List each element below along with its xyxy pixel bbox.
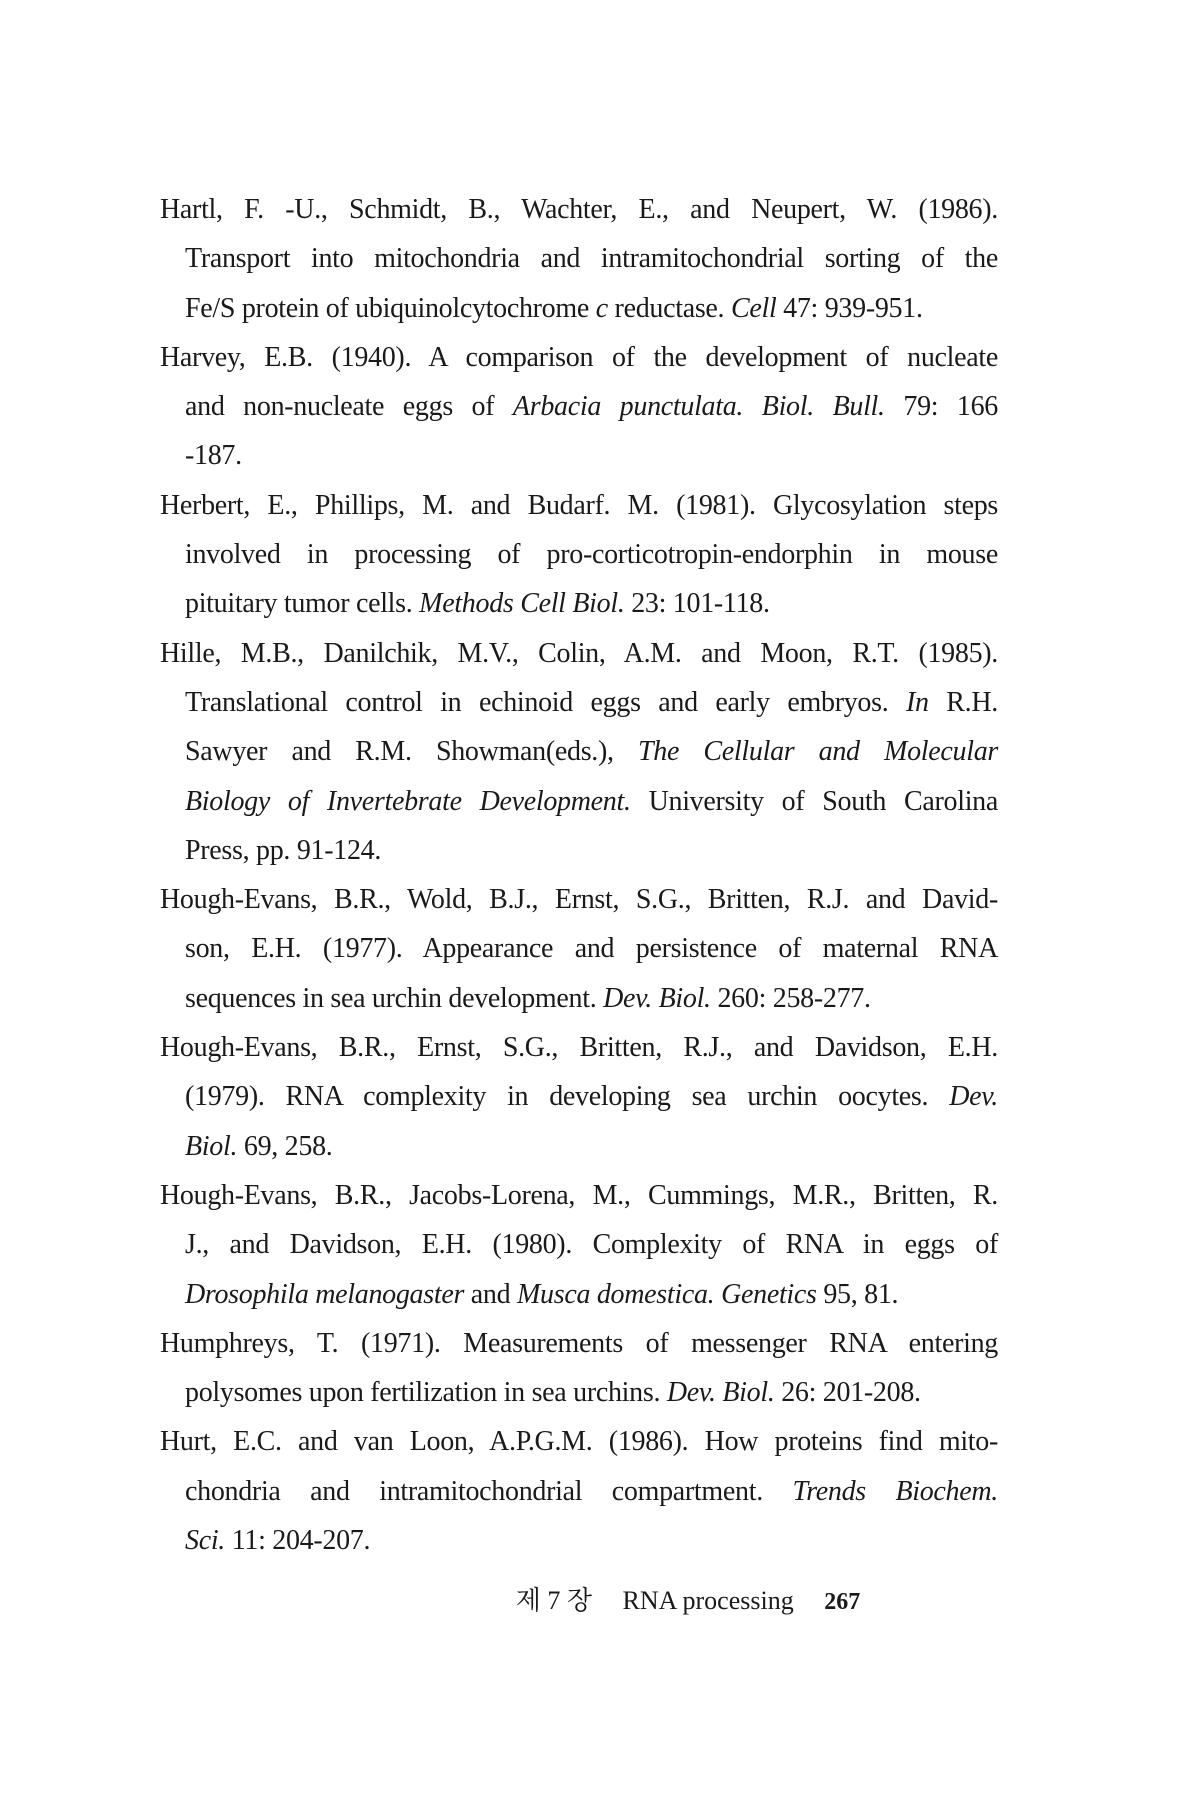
running-title: RNA processing	[622, 1586, 794, 1615]
text: polysomes upon fertilization in sea urchins.	[185, 1377, 667, 1409]
reference-entry	[160, 1417, 998, 1565]
reference-line	[160, 1319, 998, 1368]
italic-text: c	[595, 292, 608, 324]
reference-line	[160, 678, 998, 727]
text: Sawyer and R.M. Showman(eds.),	[185, 736, 639, 768]
reference-line	[160, 481, 998, 530]
reference-line	[160, 1122, 998, 1171]
reference-line	[160, 333, 998, 382]
italic-text: Arbacia punctulata. Biol. Bull.	[512, 391, 885, 423]
text: Hartl, F. -U., Schmidt, B., Wachter, E., and Neupert, W. (1986).	[160, 194, 998, 225]
reference-line	[160, 1171, 998, 1220]
text: 26: 201-208.	[774, 1377, 921, 1409]
text: Humphreys, T. (1971). Measurements of messenger RNA entering	[160, 1327, 998, 1359]
page-number: 267	[824, 1589, 861, 1615]
text: Transport into mitochondria and intramitochondrial sorting of the	[185, 243, 998, 275]
reference-entry	[160, 481, 998, 629]
text: pituitary tumor cells.	[185, 588, 420, 620]
text: Hough-Evans, B.R., Jacobs-Lorena, M., Cummings, M.R., Britten, R.	[160, 1179, 998, 1211]
text: 11: 204-207.	[225, 1525, 371, 1557]
italic-text: Biology of Invertebrate Development.	[185, 785, 631, 817]
reference-entry	[160, 629, 998, 875]
italic-text: Sci.	[185, 1525, 226, 1557]
text: Press, pp. 91-124.	[185, 834, 382, 866]
reference-entry	[160, 875, 998, 1023]
text: University of South Carolina	[630, 785, 998, 817]
reference-line	[160, 382, 998, 431]
text: R.H.	[928, 686, 998, 718]
reference-line	[160, 1368, 998, 1417]
text: Translational control in echinoid eggs and early embryos.	[185, 686, 906, 718]
reference-entry	[160, 1319, 998, 1418]
reference-line	[160, 431, 998, 480]
reference-line	[160, 284, 998, 333]
text: -187.	[185, 440, 242, 472]
text: 23: 101-118.	[624, 588, 770, 620]
text: reductase.	[607, 292, 731, 324]
italic-text: Dev. Biol.	[666, 1377, 775, 1409]
italic-text: Cell	[730, 292, 777, 324]
text: 260: 258-277.	[710, 982, 871, 1014]
reference-entry	[160, 185, 998, 333]
reference-line	[160, 1072, 998, 1121]
text: Fe/S protein of ubiquinolcytochrome	[185, 292, 596, 324]
reference-line	[160, 974, 998, 1023]
text: Herbert, E., Phillips, M. and Budarf. M. (1981). Glycosylation steps	[160, 489, 998, 521]
text: Hough-Evans, B.R., Wold, B.J., Ernst, S.G., Britten, R.J. and David-	[160, 884, 998, 916]
text: and	[464, 1278, 517, 1310]
italic-text: In	[905, 686, 929, 718]
reference-entry	[160, 333, 998, 481]
reference-line	[160, 185, 998, 234]
italic-text: Dev.	[949, 1081, 998, 1113]
reference-line	[160, 629, 998, 678]
reference-list	[160, 185, 998, 1565]
reference-line	[160, 1516, 998, 1565]
italic-text: Musca domestica. Genetics	[517, 1278, 817, 1310]
reference-entry	[160, 1023, 998, 1171]
text: Harvey, E.B. (1940). A comparison of the development of nucleate	[160, 341, 998, 373]
italic-text: Biol.	[185, 1130, 238, 1162]
reference-line	[160, 875, 998, 924]
reference-line	[160, 727, 998, 776]
reference-line	[160, 1467, 998, 1516]
reference-line	[160, 234, 998, 283]
reference-line	[160, 777, 998, 826]
reference-line	[160, 1417, 998, 1466]
italic-text: Trends Biochem.	[792, 1475, 999, 1507]
text: Hille, M.B., Danilchik, M.V., Colin, A.M. and Moon, R.T. (1985).	[160, 637, 998, 669]
text: and non-nucleate eggs of	[185, 391, 513, 423]
italic-text: Methods Cell Biol.	[419, 588, 625, 620]
chapter-label: 제 7 장	[515, 1586, 593, 1615]
text: 95, 81.	[816, 1278, 899, 1310]
text: 79: 166	[884, 391, 998, 423]
text: involved in processing of pro-corticotropin-endorphin in mouse	[185, 539, 998, 571]
italic-text: Dev. Biol.	[603, 982, 711, 1014]
text: chondria and intramitochondrial compartment.	[185, 1475, 793, 1507]
italic-text: Drosophila melanogaster	[185, 1278, 465, 1310]
text: Hurt, E.C. and van Loon, A.P.G.M. (1986). How proteins find mito-	[160, 1426, 998, 1458]
italic-text: The Cellular and Molecular	[638, 736, 998, 768]
reference-line	[160, 1270, 998, 1319]
reference-line	[160, 1220, 998, 1269]
text: (1979). RNA complexity in developing sea urchin oocytes.	[185, 1081, 950, 1113]
reference-line	[160, 530, 998, 579]
text: sequences in sea urchin development.	[185, 982, 604, 1014]
text: 47: 939-951.	[776, 292, 923, 324]
text: Hough-Evans, B.R., Ernst, S.G., Britten, R.J., and Davidson, E.H.	[160, 1032, 998, 1064]
reference-entry	[160, 1171, 998, 1319]
reference-line	[160, 1023, 998, 1072]
text: 69, 258.	[237, 1130, 333, 1162]
text: son, E.H. (1977). Appearance and persistence of maternal RNA	[185, 933, 998, 965]
reference-line	[160, 579, 998, 628]
text: J., and Davidson, E.H. (1980). Complexity of RNA in eggs of	[185, 1229, 998, 1261]
reference-line	[160, 924, 998, 973]
page-footer	[0, 1580, 1200, 1617]
reference-line	[160, 826, 998, 875]
